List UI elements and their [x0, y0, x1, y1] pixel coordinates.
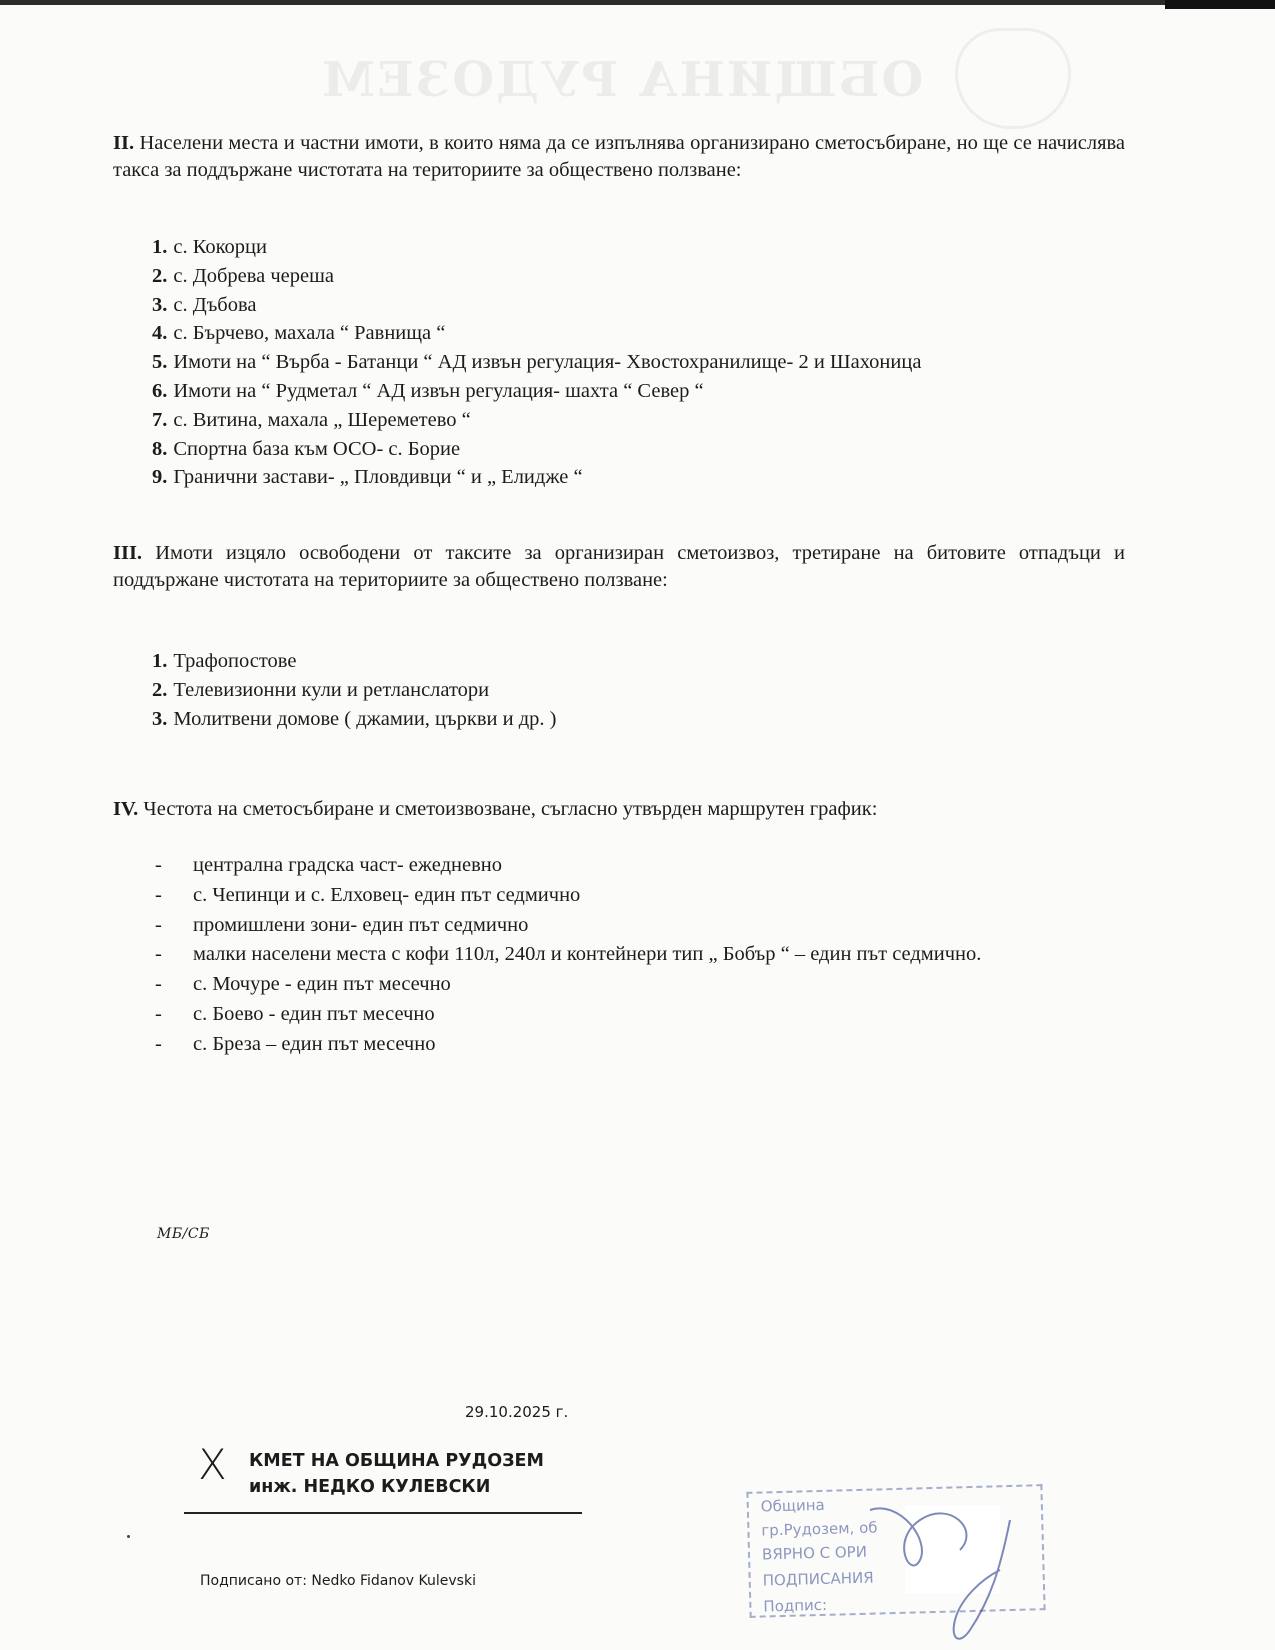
signature-line [184, 1512, 582, 1514]
list-item-text: Трафопостове [173, 650, 297, 672]
list-item-number: 7. [152, 408, 168, 431]
list-item-number: 8. [152, 437, 168, 460]
signature-mark: X [198, 1440, 227, 1489]
stamp-line: Подпис: [763, 1595, 828, 1616]
section-3-text: Имоти изцяло освободени от таксите за организиран сметоизвоз, третиране на битовите отпадъци и поддържане чистотата на териториите за обществено ползване: [113, 542, 1125, 591]
list-item-number: 3. [152, 293, 168, 316]
list-item: - промишлени зони- един път седмично [155, 911, 1125, 941]
list-item [152, 676, 556, 705]
signatory-title: КМЕТ НА ОБЩИНА РУДОЗЕМ [249, 1451, 544, 1471]
stamp-line: ПОДПИСАНИЯ [762, 1568, 874, 1590]
document-date: 29.10.2025 г. [465, 1403, 569, 1421]
section-4-intro [113, 796, 1125, 823]
list-item-text: Спортна база към ОСО- с. Борие [173, 437, 461, 460]
list-item-text: с. Дъбова [173, 293, 257, 316]
list-item: - с. Мочуре - един път месечно [155, 970, 1125, 1000]
scan-top-corner [1165, 0, 1275, 9]
list-item [152, 319, 921, 348]
signed-by-text: Подписано от: Nedko Fidanov Kulevski [200, 1573, 476, 1589]
list-item-number: 9. [152, 466, 168, 489]
list-item-text: Имоти на “ Рудметал “ АД извън регулация- шахта “ Север “ [173, 379, 704, 402]
section-3-list [152, 647, 556, 733]
list-item-text: Гранични застави- „ Пловдивци “ и „ Елидже “ [173, 466, 583, 489]
list-item [152, 233, 921, 262]
section-3-intro [113, 540, 1125, 594]
list-item-text: с. Бърчево, махала “ Равнища “ [173, 322, 446, 345]
list-item-number: 2. [152, 678, 168, 701]
list-item: - централна градска част- ежедневно [155, 851, 1125, 881]
list-item-number: 3. [152, 707, 168, 730]
list-item-number: 5. [152, 351, 168, 374]
list-item-number: 6. [152, 379, 168, 402]
crest-bleed-through [955, 28, 1071, 129]
stamp-line: гр.Рудозем, об [761, 1518, 878, 1540]
list-item [152, 435, 921, 464]
list-item [152, 291, 921, 320]
letterhead-bleed-through: ОБЩИНА РУДОЗЕМ [320, 52, 924, 108]
section-2-text: Населени места и частни имоти, в които няма да се изпълнява организирано сметосъбиране, но ще се начислява такса за поддържане чистотата на териториите за обществено ползване: [113, 132, 1126, 181]
list-item [152, 406, 921, 435]
handwritten-signature [860, 1480, 1040, 1650]
section-3-number: III. [113, 542, 143, 564]
list-item: - с. Боево - един път месечно [155, 1000, 1125, 1030]
list-item [152, 647, 556, 676]
list-item [152, 348, 921, 377]
list-item: - с. Бреза – един път месечно [155, 1030, 1125, 1060]
list-item-number: 2. [152, 264, 168, 287]
scan-speck [127, 1535, 130, 1538]
list-item [152, 377, 921, 406]
list-item-text: с. Кокорци [173, 236, 267, 258]
list-item: - малки населени места с кофи 110л, 240л и контейнери тип „ Бобър “ – един път седмично. [155, 940, 1125, 970]
section-4-list [155, 851, 1125, 1060]
scan-top-edge [0, 0, 1275, 5]
section-2-list [152, 233, 921, 492]
list-item-number: 1. [152, 650, 168, 672]
section-4-text: Честота на сметосъбиране и сметоизвозване, съгласно утвърден маршрутен график: [143, 798, 878, 820]
list-item-text: с. Витина, махала „ Шереметево “ [173, 408, 471, 431]
list-item [152, 463, 921, 492]
list-item [152, 705, 556, 734]
list-item-text: с. Добрева череша [173, 264, 335, 287]
section-2-number: II. [113, 132, 135, 154]
author-initials: МБ/СБ [157, 1226, 210, 1242]
stamp-line: ВЯРНО С ОРИ [761, 1542, 868, 1564]
list-item-number: 1. [152, 236, 168, 258]
list-item-text: Имоти на “ Върба - Батанци “ АД извън регулация- Хвостохранилище- 2 и Шахоница [173, 351, 922, 374]
list-item-text: Телевизионни кули и ретланслатори [173, 678, 490, 701]
list-item-text: Молитвени домове ( джамии, църкви и др. ) [173, 707, 557, 730]
stamp-line: Община [760, 1495, 825, 1516]
list-item-number: 4. [152, 322, 168, 345]
section-2-intro [113, 130, 1125, 184]
list-item [152, 262, 921, 291]
section-4-number: IV. [113, 798, 139, 820]
list-item: - с. Чепинци и с. Елховец- един път седмично [155, 881, 1125, 911]
signatory-name: инж. НЕДКО КУЛЕВСКИ [249, 1477, 491, 1497]
